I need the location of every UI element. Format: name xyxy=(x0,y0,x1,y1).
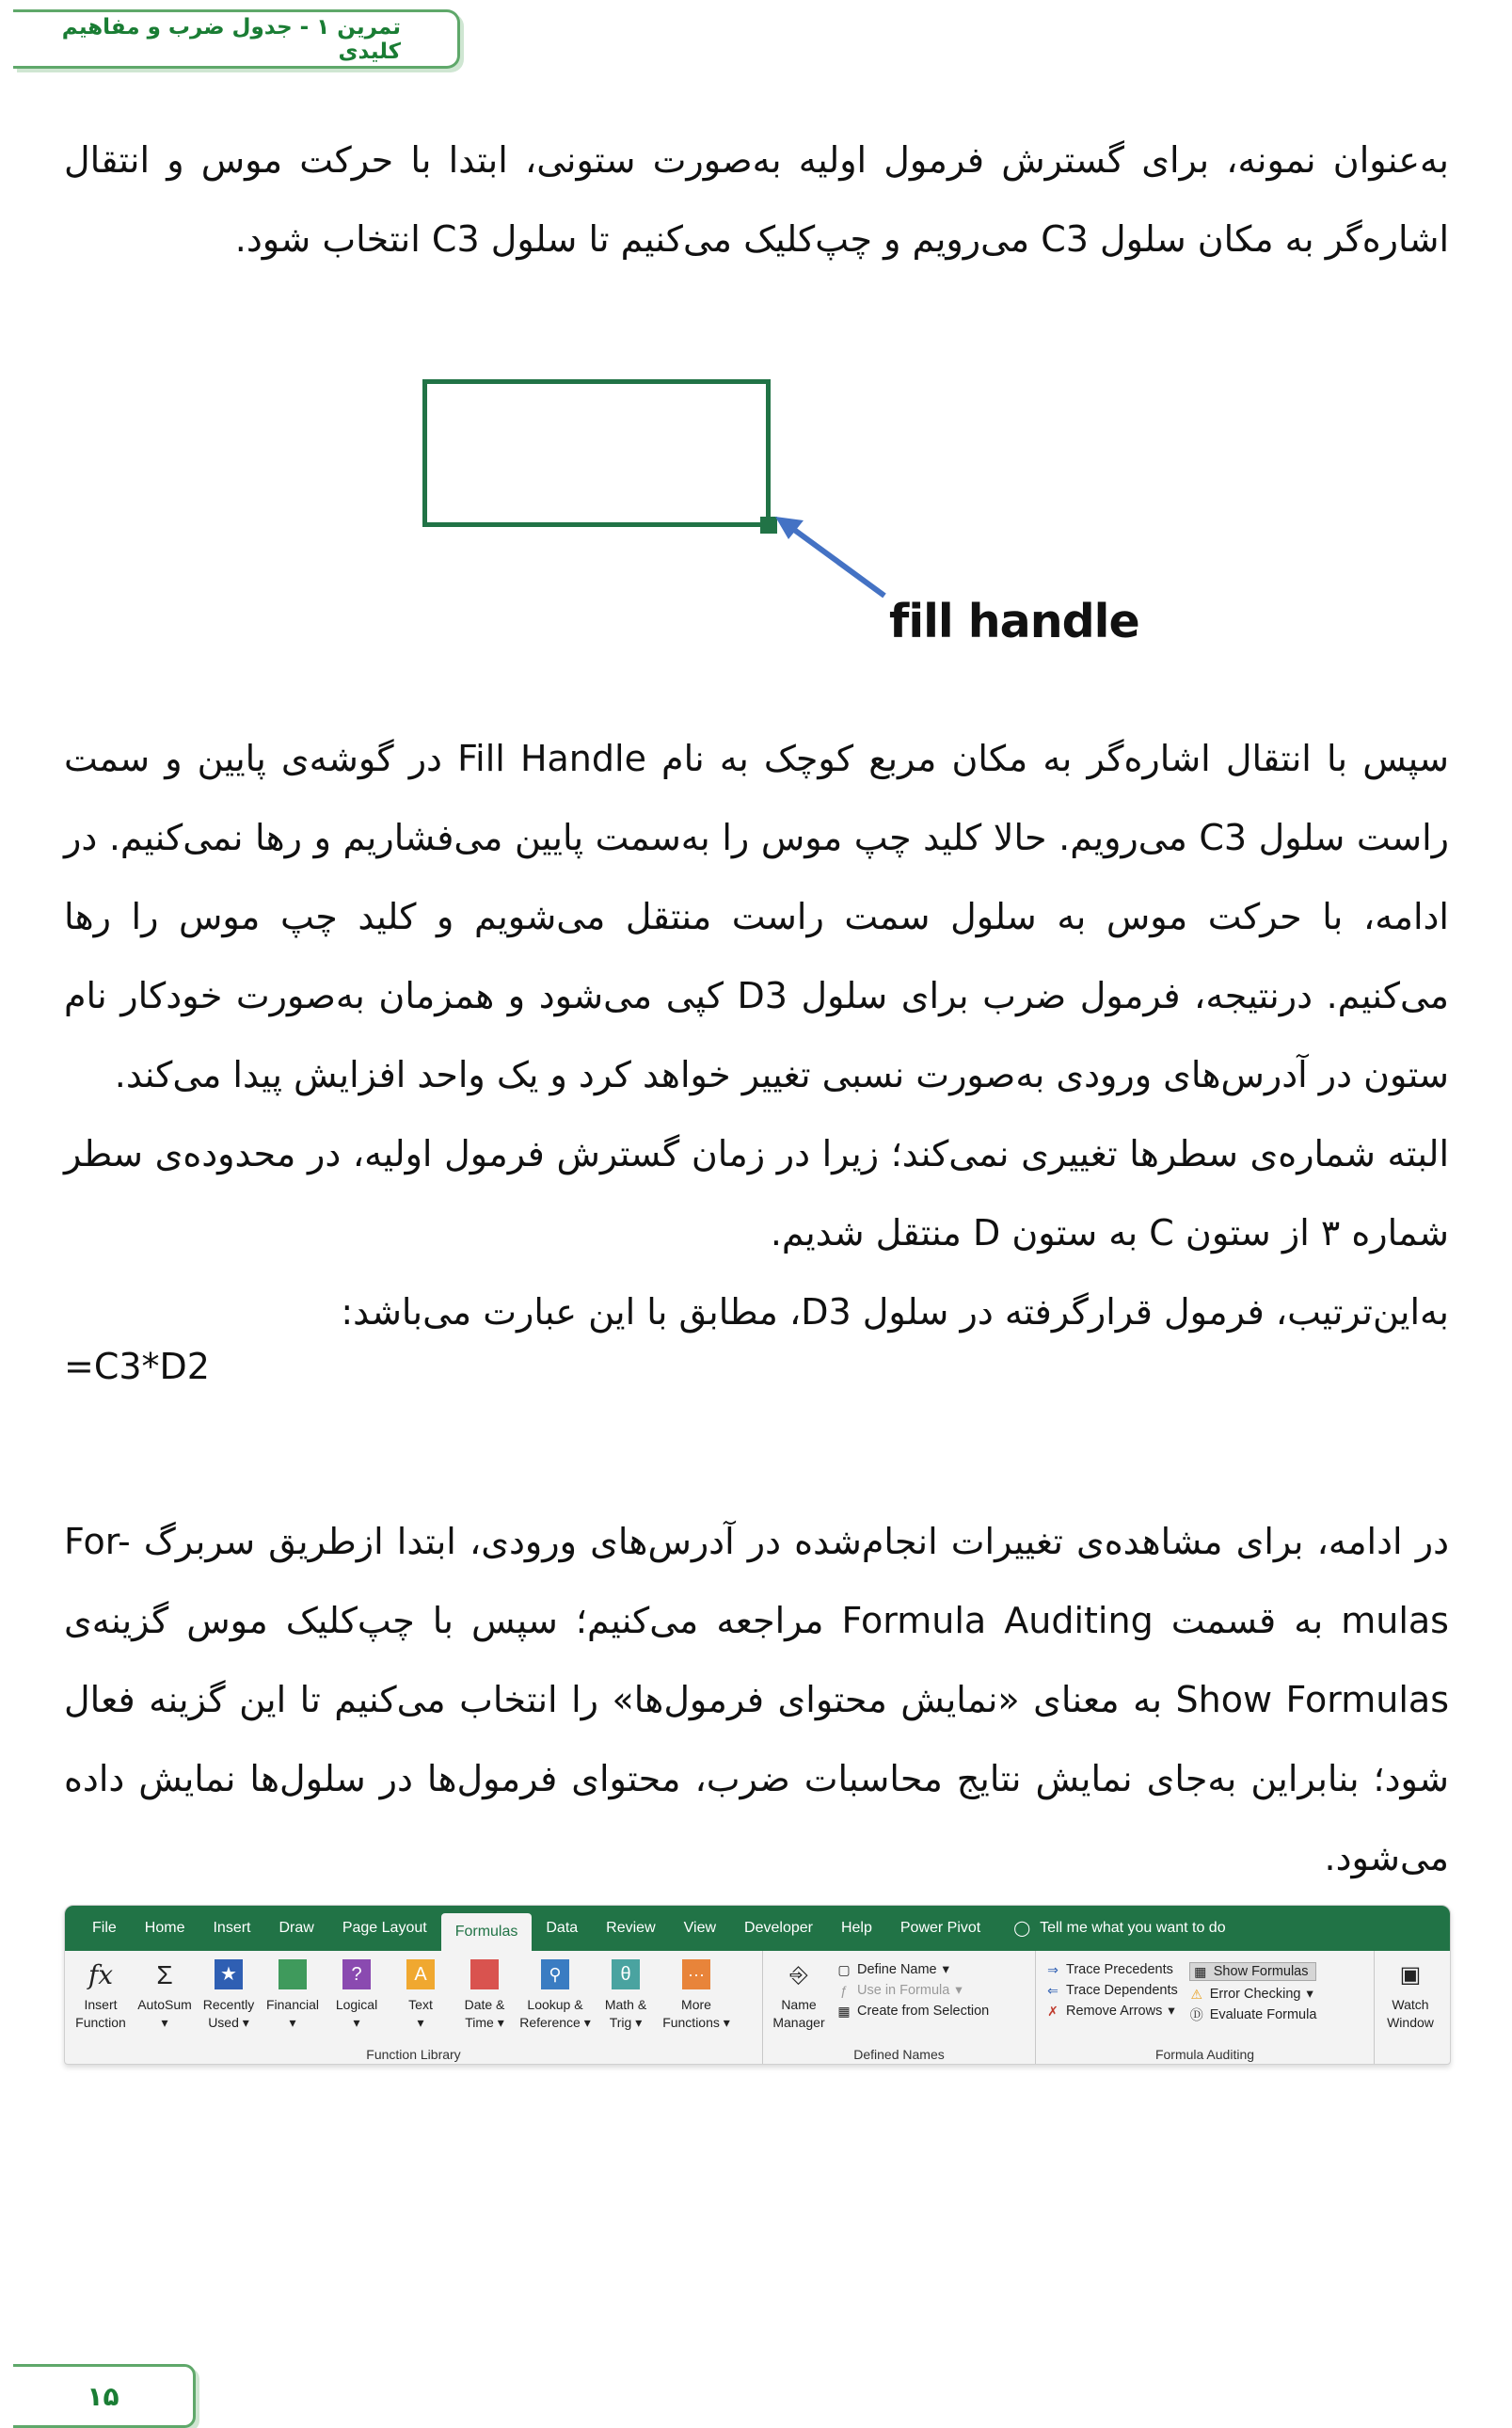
page-number-tab xyxy=(13,2364,196,2428)
paragraph-fill-handle: سپس با انتقال اشاره‌گر به مکان مربع کوچک به نام Fill Handle در گوشه‌ی پایین و سمت راست سلول C3 می‌رویم. حالا کلید چپ موس را به‌سمت پایین می‌فشاریم و رها نمی‌کنیم. در ادامه، با حرکت موس به سلول سمت راست منتقل می‌شویم و کلید چپ موس را رها می‌کنیم. درنتیجه، فرمول ضرب برای سلول D3 کپی می‌شود و همزمان به‌صورت خودکار نام ستون در آدرس‌های ورودی به‌صورت نسبی تغییر خواهد کرد و یک واحد افزایش پیدا می‌کند. xyxy=(64,738,1449,1095)
defined-names-group xyxy=(763,1951,1036,2064)
fx-icon: fx xyxy=(88,1958,114,1990)
trace-precedents-button[interactable] xyxy=(1045,1962,1178,1977)
insert-function-button[interactable] xyxy=(69,1957,133,2043)
more-functions-button[interactable] xyxy=(658,1957,735,2043)
defined-names-label: Defined Names xyxy=(853,2047,945,2062)
paragraph-intro: به‌عنوان نمونه، برای گسترش فرمول اولیه به‌صورت ستونی، ابتدا با حرکت موس و انتقال اشاره‌گر به مکان سلول C3 می‌رویم و چپ‌کلیک می‌کنیم تا سلول C3 انتخاب شود. xyxy=(64,139,1449,260)
date-time-button[interactable] xyxy=(453,1957,517,2043)
button-label: Name xyxy=(781,1997,817,2012)
tab-review[interactable]: Review xyxy=(606,1920,656,1936)
theta-book-icon: θ xyxy=(610,1957,642,1992)
button-label: Recently xyxy=(202,1997,255,2012)
paragraph-show-formulas: در ادامه، برای مشاهده‌ی تغییرات انجام‌شده در آدرس‌های ورودی، ابتدا ازطریق سربرگ For-mulas به قسمت Formula Auditing مراجعه می‌کنیم؛ سپس با چپ‌کلیک موس گزینه‌ی Show Formulas به معنای «نمایش محتوای فرمول‌ها» را انتخاب می‌کنیم تا این گزینه فعال شود؛ بنابراین به‌جای نمایش نتایج محاسبات ضرب، محتوای فرمول‌ها در سلول‌ها نمایش داده می‌شود. xyxy=(64,1521,1450,1878)
show-formulas-button[interactable] xyxy=(1189,1962,1317,1981)
trace-precedents-icon: ⇒ xyxy=(1047,1962,1058,1977)
chevron-down-icon: ▾ xyxy=(942,1962,949,1977)
chevron-down-icon: ▾ xyxy=(955,1983,963,1998)
button-label: Financial xyxy=(265,1997,320,2012)
define-name-button[interactable] xyxy=(836,1962,989,1977)
math-trig-button[interactable] xyxy=(594,1957,658,2043)
button-label: Math & xyxy=(604,1997,647,2012)
lightbulb-icon: ◯ xyxy=(1013,1921,1031,1937)
button-label: ▾ xyxy=(161,2015,168,2030)
tag-icon: ▢ xyxy=(837,1962,851,1977)
button-label: ▾ xyxy=(353,2015,360,2030)
button-label: Trig ▾ xyxy=(609,2015,643,2030)
tab-formulas[interactable]: Formulas xyxy=(441,1913,533,1951)
chapter-header-tab xyxy=(13,9,460,69)
logical-button[interactable] xyxy=(325,1957,389,2043)
ribbon-tab-bar xyxy=(65,1906,1450,1951)
button-label: ▾ xyxy=(417,2015,424,2030)
fill-handle-label: fill handle xyxy=(889,595,1139,648)
button-label: Function xyxy=(75,2015,126,2030)
remove-arrows-icon: ✗ xyxy=(1047,2004,1058,2019)
button-label: Functions ▾ xyxy=(662,2015,730,2030)
magnifier-book-icon: ⚲ xyxy=(539,1957,571,1992)
chevron-down-icon: ▾ xyxy=(1306,1987,1313,2002)
trace-dependents-button[interactable] xyxy=(1045,1983,1178,1998)
error-checking-button[interactable] xyxy=(1189,1987,1317,2002)
trace-dependents-icon: ⇐ xyxy=(1047,1983,1058,1998)
use-in-formula-button[interactable] xyxy=(836,1983,989,1998)
formula-auditing-label: Formula Auditing xyxy=(1154,2047,1255,2062)
button-label: ▾ xyxy=(289,2015,296,2030)
name-tag-icon: ⎆ xyxy=(789,1961,808,1988)
tab-help[interactable]: Help xyxy=(840,1920,872,1936)
button-label: Reference ▾ xyxy=(519,2015,591,2030)
watch-window-button[interactable] xyxy=(1378,1957,1442,2043)
financial-book-icon xyxy=(277,1957,309,1992)
button-label: Text xyxy=(408,1997,433,2012)
autosum-button[interactable] xyxy=(133,1957,197,2043)
paragraph-rows-note: البته شماره‌ی سطرها تغییری نمی‌کند؛ زیرا در زمان گسترش فرمول اولیه، در محدوده‌ی سطر شماره ۳ از ستون C به ستون D منتقل شدیم. xyxy=(64,1133,1449,1254)
recently-used-button[interactable] xyxy=(197,1957,261,2043)
page-number: ۱۵ xyxy=(87,2380,119,2412)
button-label: Lookup & xyxy=(527,1997,583,2012)
button-label: AutoSum xyxy=(137,1997,192,2012)
button-label: Show Formulas xyxy=(1213,1964,1309,1979)
calendar-book-icon xyxy=(469,1957,501,1992)
tell-me-text: Tell me what you want to do xyxy=(1040,1920,1226,1936)
button-label: Logical xyxy=(335,1997,378,2012)
function-library-group xyxy=(65,1951,763,2064)
tab-data[interactable]: Data xyxy=(546,1920,579,1936)
tab-view[interactable]: View xyxy=(683,1920,717,1936)
selected-cell-outline xyxy=(422,379,771,527)
button-label: Evaluate Formula xyxy=(1209,2007,1317,2022)
glasses-icon: ▣ xyxy=(1399,1961,1422,1988)
tab-home[interactable]: Home xyxy=(144,1920,185,1936)
arrow-icon xyxy=(772,513,894,607)
sigma-icon: Σ xyxy=(156,1959,173,1989)
button-label: Time ▾ xyxy=(465,2015,504,2030)
tab-power-pivot[interactable]: Power Pivot xyxy=(899,1920,981,1936)
button-label: Use in Formula xyxy=(857,1983,950,1998)
evaluate-formula-button[interactable] xyxy=(1189,2007,1317,2022)
name-manager-button[interactable] xyxy=(767,1957,831,2043)
fx-small-icon: ƒ xyxy=(840,1983,848,1998)
evaluate-formula-icon: Ⓓ xyxy=(1189,2007,1203,2022)
button-label: Manager xyxy=(772,2015,825,2030)
text-book-icon: A xyxy=(405,1957,437,1992)
function-library-label: Function Library xyxy=(366,2047,461,2062)
excel-ribbon xyxy=(64,1905,1451,2065)
tab-developer[interactable]: Developer xyxy=(744,1920,813,1936)
formula-text: =C3*D2 xyxy=(64,1346,210,1387)
tab-page-layout[interactable]: Page Layout xyxy=(342,1920,427,1936)
button-label: Watch xyxy=(1392,1997,1429,2012)
button-label: More xyxy=(681,1997,711,2012)
formula-auditing-group xyxy=(1036,1951,1375,2064)
button-label: Remove Arrows xyxy=(1066,2004,1163,2019)
text-button[interactable] xyxy=(389,1957,453,2043)
chapter-title: تمرین ۱ - جدول ضرب و مفاهیم کلیدی xyxy=(61,14,401,64)
watch-window-group xyxy=(1375,1951,1448,2064)
lookup-reference-button[interactable] xyxy=(517,1957,594,2043)
tell-me-box[interactable] xyxy=(1013,1919,1225,1938)
show-formulas-icon: ▦ xyxy=(1194,1964,1207,1979)
ellipsis-book-icon: ··· xyxy=(680,1957,712,1992)
button-label: Insert xyxy=(84,1997,118,2012)
button-label: Trace Precedents xyxy=(1066,1962,1173,1977)
tab-draw[interactable]: Draw xyxy=(279,1920,314,1936)
star-book-icon: ★ xyxy=(213,1957,245,1992)
button-label: Trace Dependents xyxy=(1066,1983,1178,1998)
button-label: Create from Selection xyxy=(857,2004,990,2019)
grid-icon: ▦ xyxy=(837,2004,851,2019)
button-label: Error Checking xyxy=(1209,1987,1301,2002)
paragraph-formula-intro: به‌این‌ترتیب، فرمول قرارگرفته در سلول D3، مطابق با این عبارت می‌باشد: xyxy=(341,1291,1449,1333)
tab-file[interactable]: File xyxy=(92,1920,117,1936)
financial-button[interactable] xyxy=(261,1957,325,2043)
chevron-down-icon: ▾ xyxy=(1168,2004,1175,2019)
create-from-selection-button[interactable] xyxy=(836,2004,989,2019)
remove-arrows-button[interactable] xyxy=(1045,2004,1178,2019)
tab-insert[interactable]: Insert xyxy=(213,1920,251,1936)
error-checking-icon: ⚠ xyxy=(1190,1987,1203,2002)
question-book-icon: ? xyxy=(341,1957,373,1992)
button-label: Used ▾ xyxy=(208,2015,249,2030)
button-label: Define Name xyxy=(857,1962,937,1977)
button-label: Date & xyxy=(464,1997,505,2012)
button-label: Window xyxy=(1387,2015,1434,2030)
